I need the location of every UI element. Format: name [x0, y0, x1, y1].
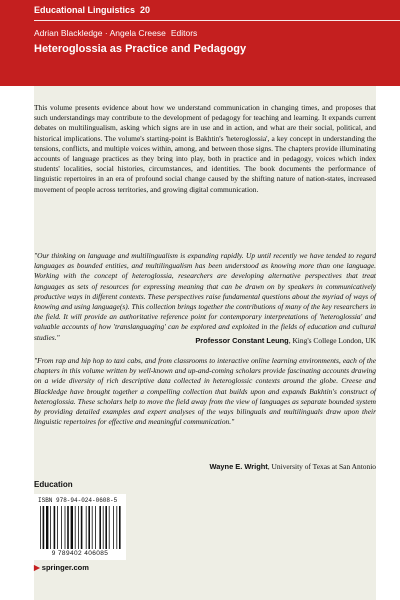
endorsement-quote: "From rap and hip hop to taxi cabs, and from classrooms to interactive online learning environments, each of the chapters in this volume written by well-known and up-and-coming scholars provide fascinating accounts drawing on a wide diversity of rich descriptive data collected in heteroglossic contexts around the globe. Creese and Blackledge have brought together a compelling collection that builds upon and expands Bakhtin's construct of heteroglossia. These scholars help to move the field away from the view of languages as separate bounded system by providing detailed examples and expert analyses of the ways bilinguals and multilinguals draw upon their linguistic repertoires for effective and meaningful communication." — [34, 356, 376, 427]
editors-label: Editors — [170, 28, 198, 38]
subject-category: Education — [34, 480, 73, 489]
series-number: 20 — [140, 5, 151, 15]
endorser-name: Professor Constant Leung — [195, 336, 289, 345]
series-name: Educational Linguistics — [34, 5, 136, 15]
endorsement-attribution — [195, 336, 376, 345]
header-divider — [34, 20, 400, 21]
isbn-number: ISBN 978-94-024-0608-5 — [38, 497, 118, 504]
barcode-digits: 9 789402 406085 — [51, 550, 109, 557]
endorser-affiliation: , King's College London, UK — [288, 336, 376, 345]
endorsement-quote: "Our thinking on language and multilingualism is expanding rapidly. Up until recently we have tended to regard languages as bounded entities, and multilingualism has been understood as knowing more than one language. Working with the concept of heteroglossia, researchers are developing alternative perspectives that treat languages as sets of resources for expressing meaning that can be drawn on by speakers in communicatively productive ways in different contexts. These perspectives raise fundamental questions about the myriad of ways of knowing and using language(s). This collection brings together the contributions of many of the key researchers in the field. It will provide an authoritative reference point for contemporary interpretations of 'heteroglossia' and valuable accounts of how 'translanguaging' can be explored and exploited in the fields of education and cultural studies." — [34, 251, 376, 342]
endorser-name: Wayne E. Wright — [209, 462, 268, 471]
isbn-barcode — [34, 494, 126, 560]
arrow-right-icon: ▶ — [34, 563, 40, 572]
editors-line — [34, 28, 197, 38]
barcode-graphic — [40, 506, 122, 549]
publisher-link[interactable] — [34, 563, 89, 572]
header-band — [0, 0, 400, 86]
book-title: Heteroglossia as Practice and Pedagogy — [34, 43, 247, 55]
endorsement-attribution — [210, 462, 376, 471]
book-description: This volume presents evidence about how we understand communication in changing times, and proposes that such understandings may contribute to the development of pedagogy for teaching and learning. It expands current debates on multilingualism, asking which signs are in use and in action, and what are their social, political, and historical implications. The volume's starting-point is Bakhtin's 'heteroglossia', a key concept in understanding the tensions, conflicts, and multiple voices within, among, and between those signs. The chapters provide illuminating accounts of language practices as they bring into play, both in practice and in pedagogy, voices which index students' localities, social histories, circumstances, and identities. The book documents the performance of linguistic repertoires in an era of profound social change caused by the shifting nature of nation-states, increased movement of people across territories, and growing digital communication. — [34, 103, 376, 194]
editor-names: Adrian Blackledge · Angela Creese — [34, 28, 166, 38]
series-line — [34, 5, 150, 15]
endorser-affiliation: , University of Texas at San Antonio — [267, 462, 376, 471]
body-panel — [34, 86, 376, 600]
publisher-url: springer.com — [41, 563, 89, 572]
